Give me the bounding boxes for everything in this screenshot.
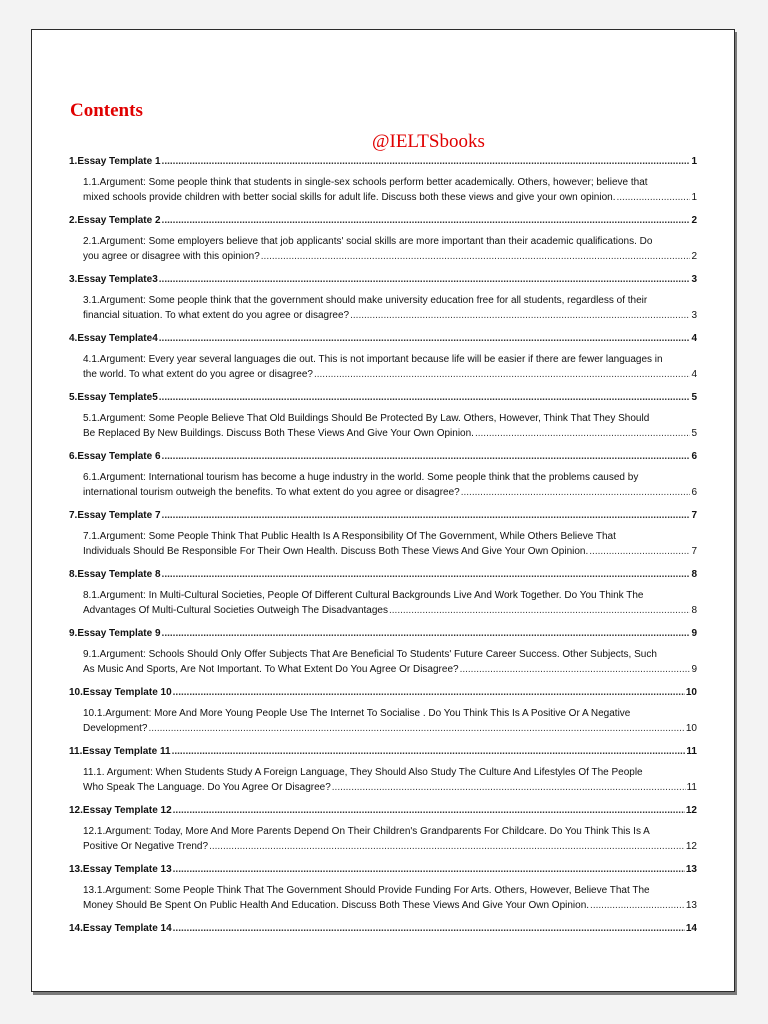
toc-page-number: 12 — [685, 841, 697, 852]
toc-entry-title: 2.Essay Template 2 — [69, 215, 161, 226]
document-page — [31, 29, 735, 992]
toc-subentry-text: 2.1.Argument: Some employers believe that job applicants' social skills are more important than their academic qualifications. Do — [83, 236, 653, 247]
toc-entry-title: 8.Essay Template 8 — [69, 569, 161, 580]
dot-leader — [461, 485, 691, 500]
toc-page-number: 11 — [686, 782, 697, 793]
toc-subentry-text-end: mixed schools provide children with better social skills for adult life. Discuss both these views and give your own opinion. — [83, 192, 616, 203]
toc-page-number: 1 — [691, 156, 697, 167]
toc-page-number: 12 — [685, 805, 697, 816]
dot-leader — [162, 508, 691, 523]
dot-leader — [389, 603, 690, 618]
dot-leader — [460, 662, 691, 677]
toc-entry-link[interactable] — [69, 508, 697, 523]
dot-leader — [350, 308, 690, 323]
dot-leader — [173, 685, 685, 700]
toc-entry-link[interactable] — [69, 744, 697, 759]
toc-entry-title: 12.Essay Template 12 — [69, 805, 172, 816]
toc-subentry-text-end: you agree or disagree with this opinion? — [83, 251, 260, 262]
watermark-handle: @IELTSbooks — [372, 131, 485, 152]
toc-subentry-text: 3.1.Argument: Some people think that the government should make university education free for all students, regardless of their — [83, 295, 648, 306]
contents-heading: Contents — [70, 100, 143, 121]
toc-subentry-link[interactable] — [69, 765, 697, 795]
toc-entry-link[interactable] — [69, 685, 697, 700]
toc-subentry-text-end: the world. To what extent do you agree or disagree? — [83, 369, 313, 380]
dot-leader — [162, 626, 691, 641]
toc-entry-link[interactable] — [69, 213, 697, 228]
toc-subentry-text: 4.1.Argument: Every year several languages die out. This is not important because life will be easier if there are fewer languages in — [83, 354, 663, 365]
toc-subentry-text: 5.1.Argument: Some People Believe That Old Buildings Should Be Protected By Law. Others, However, Think That They Should — [83, 413, 650, 424]
toc-entry-title: 4.Essay Template4 — [69, 333, 158, 344]
toc-page-number: 3 — [691, 310, 697, 321]
toc-subentry-text: 12.1.Argument: Today, More And More Parents Depend On Their Children's Grandparents For Childcare. Do You Think This Is A — [83, 826, 650, 837]
dot-leader — [162, 154, 691, 169]
toc-subentry-link[interactable] — [69, 175, 697, 205]
toc-subentry-link[interactable] — [69, 824, 697, 854]
toc-subentry-text-end: Who Speak The Language. Do You Agree Or Disagree? — [83, 782, 331, 793]
toc-entry-link[interactable] — [69, 626, 697, 641]
dot-leader — [159, 390, 691, 405]
toc-entry — [69, 508, 697, 559]
toc-page-number: 2 — [691, 251, 697, 262]
dot-leader — [314, 367, 690, 382]
toc-page-number: 3 — [691, 274, 697, 285]
dot-leader — [159, 331, 691, 346]
toc-page-number: 9 — [691, 628, 697, 639]
toc-subentry-link[interactable] — [69, 470, 697, 500]
toc-entry — [69, 213, 697, 264]
dot-leader — [162, 449, 691, 464]
toc-subentry-text-end: As Music And Sports, Are Not Important. To What Extent Do You Agree Or Disagree? — [83, 664, 459, 675]
toc-subentry-text: 8.1.Argument: In Multi-Cultural Societies, People Of Different Cultural Backgrounds Live And Work Together. Do You Think The — [83, 590, 644, 601]
dot-leader — [616, 190, 690, 205]
toc-page-number: 8 — [691, 605, 697, 616]
dot-leader — [590, 898, 685, 913]
dot-leader — [173, 862, 685, 877]
dot-leader — [589, 544, 690, 559]
dot-leader — [162, 213, 691, 228]
toc-entry — [69, 921, 697, 936]
toc-entry-link[interactable] — [69, 154, 697, 169]
dot-leader — [173, 803, 685, 818]
toc-page-number: 13 — [685, 864, 697, 875]
toc-entry — [69, 567, 697, 618]
toc-entry-title: 11.Essay Template 11 — [69, 746, 171, 757]
toc-page-number: 8 — [691, 569, 697, 580]
toc-subentry-text-end: Money Should Be Spent On Public Health And Education. Discuss Both These Views And Give Your Own Opinion. — [83, 900, 590, 911]
toc-subentry-link[interactable] — [69, 293, 697, 323]
toc-page-number: 13 — [685, 900, 697, 911]
toc-entry-link[interactable] — [69, 331, 697, 346]
toc-entry — [69, 331, 697, 382]
dot-leader — [159, 272, 691, 287]
toc-page-number: 6 — [691, 451, 697, 462]
toc-subentry-text: 1.1.Argument: Some people think that students in single-sex schools perform better academically. Others, however; believe that — [83, 177, 648, 188]
toc-entry-title: 9.Essay Template 9 — [69, 628, 161, 639]
toc-subentry-text: 11.1. Argument: When Students Study A Foreign Language, They Should Also Study The Culture And Lifestyles Of The People — [83, 767, 643, 778]
toc-page-number: 4 — [691, 369, 697, 380]
toc-page-number: 5 — [691, 428, 697, 439]
toc-subentry-text-end: international tourism outweigh the benefits. To what extent do you agree or disagree? — [83, 487, 460, 498]
toc-subentry-link[interactable] — [69, 883, 697, 913]
toc-entry-link[interactable] — [69, 862, 697, 877]
toc-subentry-text: 13.1.Argument: Some People Think That The Government Should Provide Funding For Arts. Others, However, Believe That The — [83, 885, 650, 896]
toc-entry-link[interactable] — [69, 921, 697, 936]
dot-leader — [475, 426, 690, 441]
toc-entry-title: 1.Essay Template 1 — [69, 156, 161, 167]
toc-page-number: 6 — [691, 487, 697, 498]
toc-subentry-text-end: Be Replaced By New Buildings. Discuss Both These Views And Give Your Own Opinion. — [83, 428, 474, 439]
toc-entry-title: 13.Essay Template 13 — [69, 864, 172, 875]
toc-page-number: 14 — [685, 923, 697, 934]
toc-entry-link[interactable] — [69, 390, 697, 405]
toc-entry-link[interactable] — [69, 567, 697, 582]
dot-leader — [209, 839, 685, 854]
toc-subentry-text: 6.1.Argument: International tourism has become a huge industry in the world. Some people think that the problems caused by — [83, 472, 639, 483]
toc-page-number: 2 — [691, 215, 697, 226]
toc-entry — [69, 154, 697, 205]
toc-subentry-link[interactable] — [69, 647, 697, 677]
toc-entry — [69, 744, 697, 795]
toc-subentry-link[interactable] — [69, 352, 697, 382]
toc-entry-title: 6.Essay Template 6 — [69, 451, 161, 462]
dot-leader — [148, 721, 684, 736]
toc-subentry-text-end: Development? — [83, 723, 148, 734]
toc-entry-link[interactable] — [69, 272, 697, 287]
toc-entry-title: 10.Essay Template 10 — [69, 687, 172, 698]
toc-subentry-text-end: Advantages Of Multi-Cultural Societies Outweigh The Disadvantages — [83, 605, 388, 616]
toc-subentry-link[interactable] — [69, 411, 697, 441]
toc-entry — [69, 862, 697, 913]
toc-page-number: 4 — [691, 333, 697, 344]
toc-subentry-link[interactable] — [69, 588, 697, 618]
toc-entry-link[interactable] — [69, 803, 697, 818]
dot-leader — [173, 921, 685, 936]
toc-subentry-link[interactable] — [69, 706, 697, 736]
table-of-contents — [69, 154, 697, 942]
toc-entry — [69, 626, 697, 677]
toc-entry-title: 14.Essay Template 14 — [69, 923, 172, 934]
toc-subentry-link[interactable] — [69, 234, 697, 264]
toc-page-number: 7 — [691, 546, 697, 557]
toc-page-number: 7 — [691, 510, 697, 521]
toc-subentry-text: 9.1.Argument: Schools Should Only Offer Subjects That Are Beneficial To Students' Future Career Success. Other Subjects, Such — [83, 649, 657, 660]
dot-leader — [162, 567, 691, 582]
toc-entry — [69, 272, 697, 323]
toc-subentry-text: 7.1.Argument: Some People Think That Public Health Is A Responsibility Of The Government, While Others Believe That — [83, 531, 616, 542]
toc-page-number: 1 — [691, 192, 697, 203]
toc-entry-title: 3.Essay Template3 — [69, 274, 158, 285]
toc-entry — [69, 685, 697, 736]
toc-subentry-text-end: Positive Or Negative Trend? — [83, 841, 209, 852]
toc-page-number: 11 — [686, 746, 697, 757]
dot-leader — [172, 744, 686, 759]
toc-entry-title: 5.Essay Template5 — [69, 392, 158, 403]
toc-entry — [69, 449, 697, 500]
dot-leader — [261, 249, 691, 264]
dot-leader — [332, 780, 686, 795]
toc-page-number: 5 — [691, 392, 697, 403]
toc-entry — [69, 390, 697, 441]
toc-page-number: 10 — [685, 723, 697, 734]
toc-entry-link[interactable] — [69, 449, 697, 464]
toc-subentry-text-end: Individuals Should Be Responsible For Their Own Health. Discuss Both These Views And Give Your Own Opinion. — [83, 546, 589, 557]
toc-subentry-link[interactable] — [69, 529, 697, 559]
toc-page-number: 9 — [691, 664, 697, 675]
toc-entry-title: 7.Essay Template 7 — [69, 510, 161, 521]
toc-subentry-text-end: financial situation. To what extent do you agree or disagree? — [83, 310, 350, 321]
toc-page-number: 10 — [685, 687, 697, 698]
toc-subentry-text: 10.1.Argument: More And More Young People Use The Internet To Socialise . Do You Think This Is A Positive Or A Negative — [83, 708, 631, 719]
toc-entry — [69, 803, 697, 854]
